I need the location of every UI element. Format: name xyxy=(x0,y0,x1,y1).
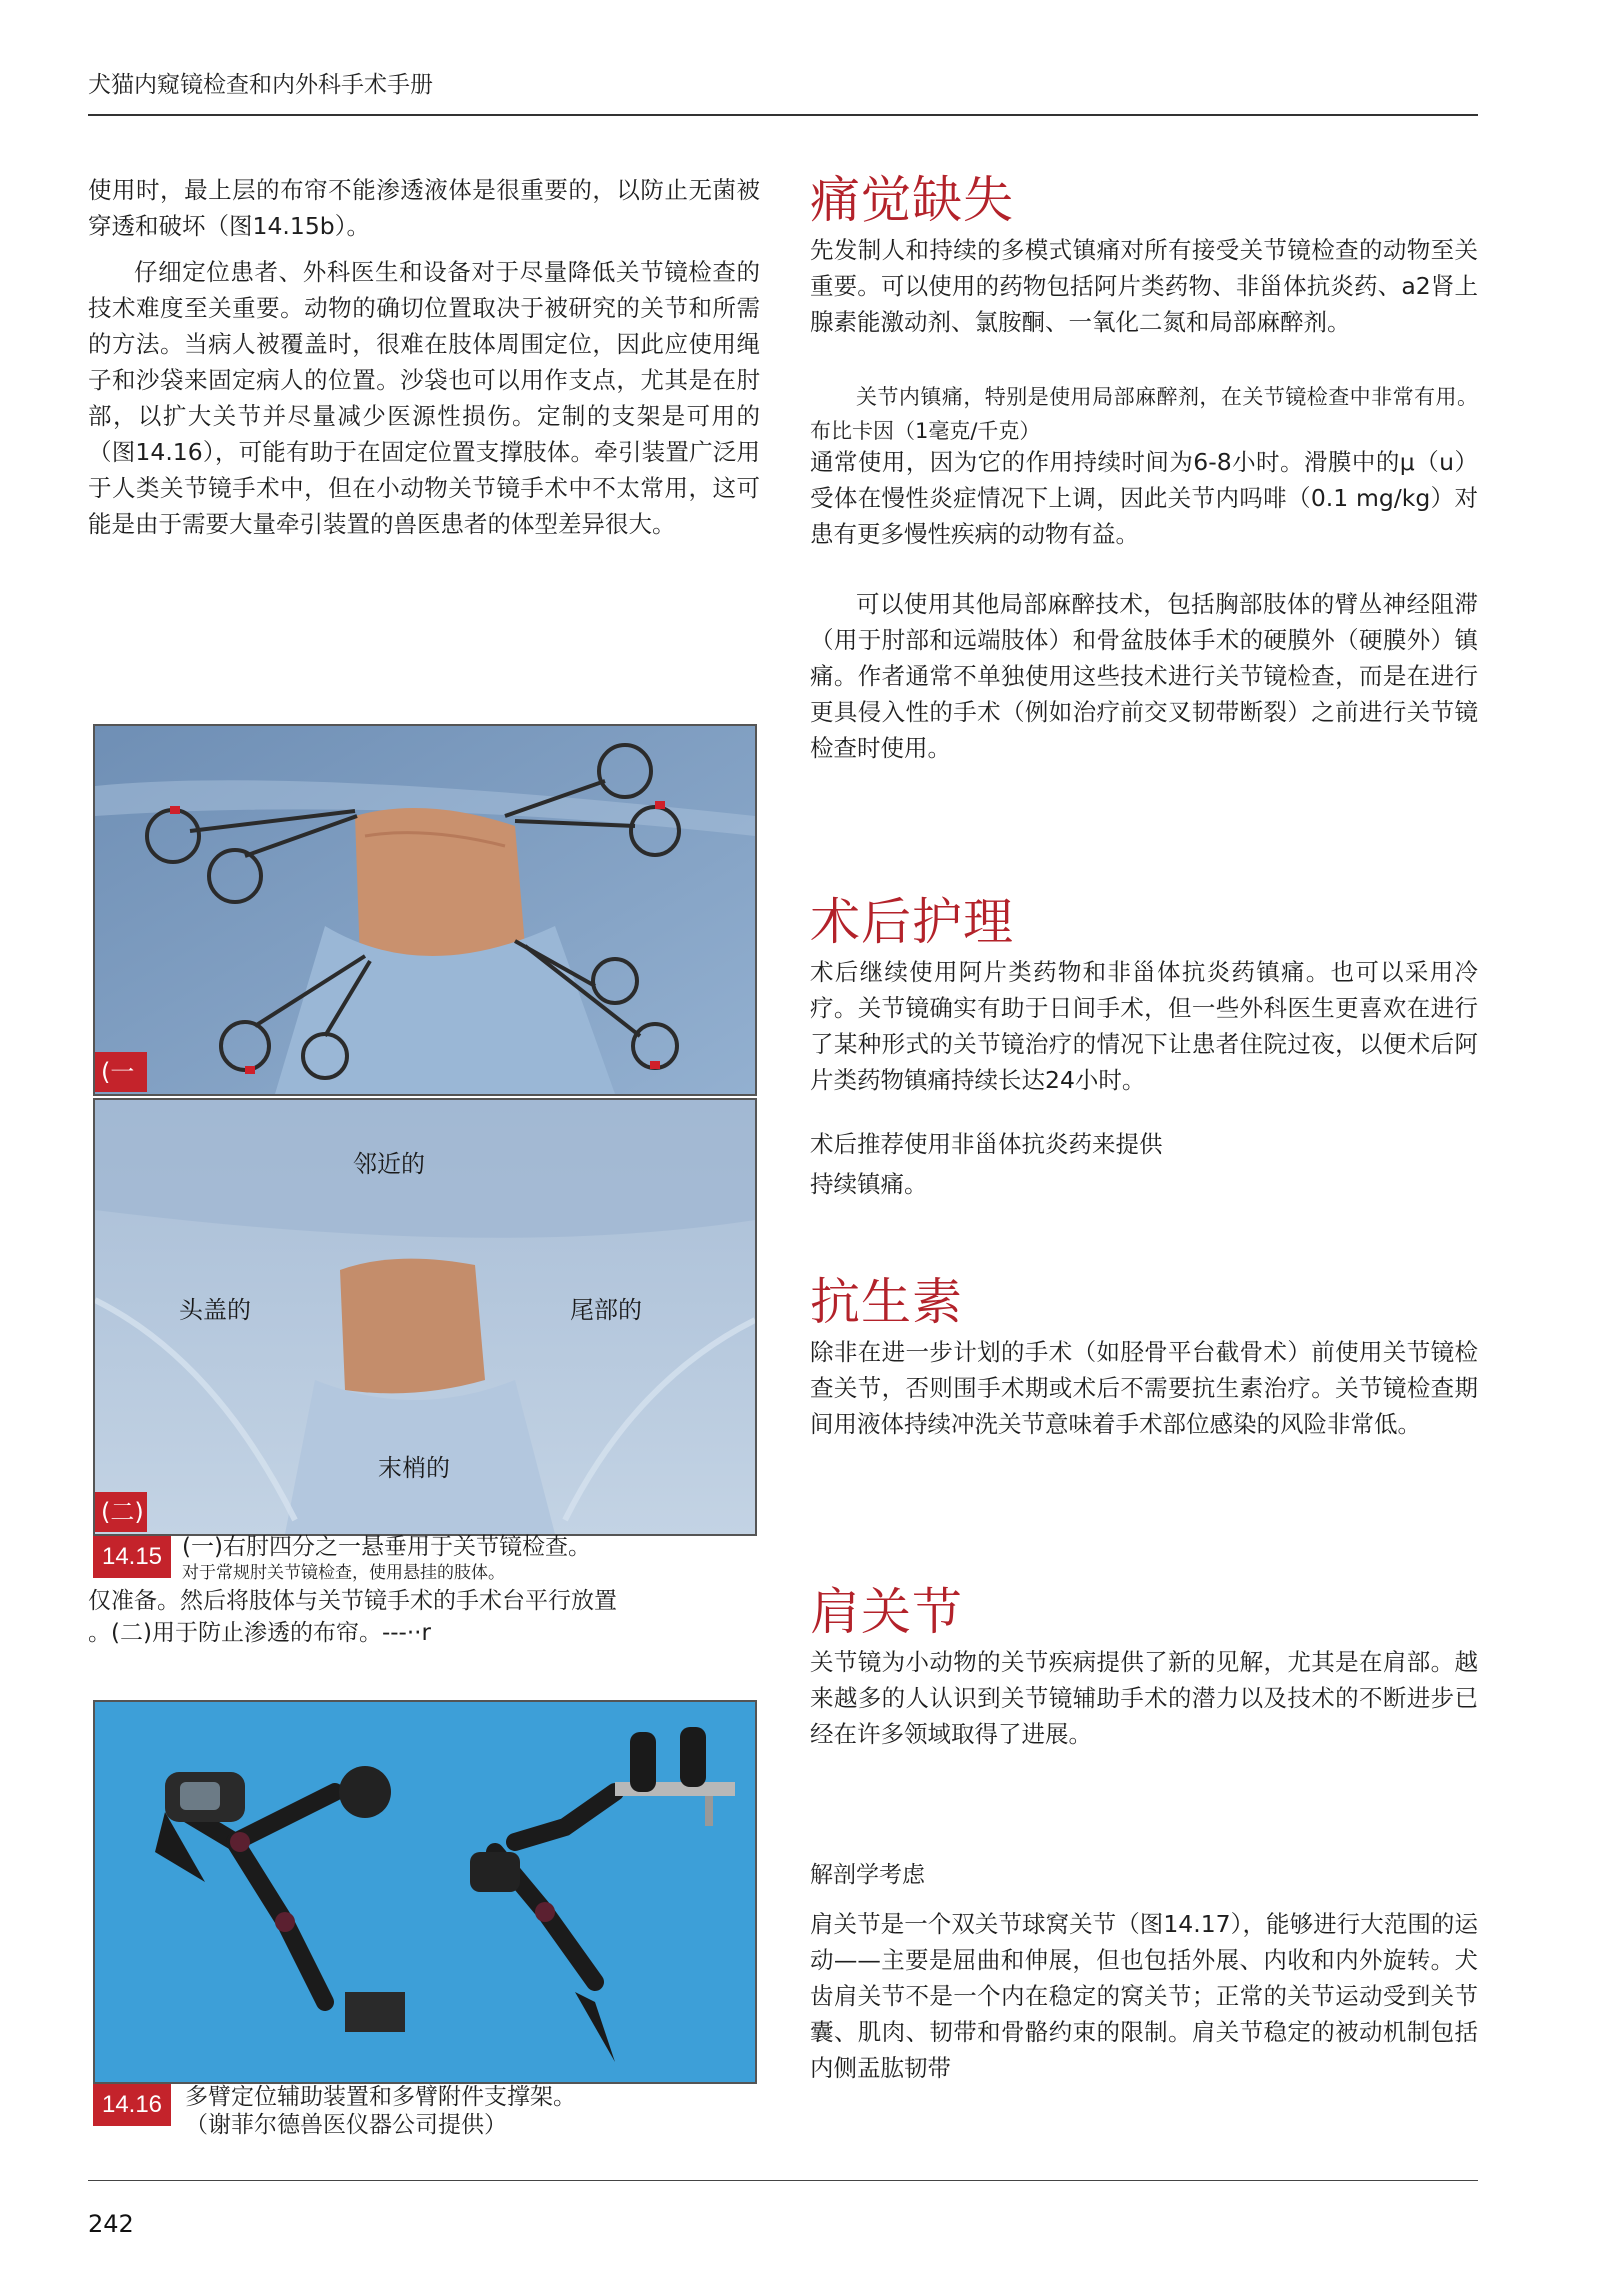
heading-shoulder: 肩关节 xyxy=(810,1583,963,1641)
pain-paragraph-1: 先发制人和持续的多模式镇痛对所有接受关节镜检查的动物至关重要。可以使用的药物包括阿片类药物、非甾体抗炎药、a2肾上腺素能激动剂、氯胺酮、一氧化二氮和局部麻醉剂。 xyxy=(810,236,1478,336)
fig14-16-caption-line1: 多臂定位辅助装置和多臂附件支撑架。 xyxy=(185,2084,576,2110)
figure-14-16-photo xyxy=(93,1700,757,2084)
label-caudal: 尾部的 xyxy=(570,1296,642,1324)
fig14-16-caption-line2: （谢菲尔德兽医仪器公司提供） xyxy=(185,2112,507,2138)
fig14-15-caption-line2: 仅准备。然后将肢体与关节镜手术的手术台平行放置 xyxy=(88,1588,617,1614)
page-number: 242 xyxy=(88,2210,134,2238)
label-cranial: 头盖的 xyxy=(179,1296,251,1324)
postop-paragraph-2-line2: 持续镇痛。 xyxy=(810,1170,928,1198)
fig14-15-caption-line3: 。(二)用于防止渗透的布帘。---··r xyxy=(88,1620,431,1646)
postop-paragraph-2-line1: 术后推荐使用非甾体抗炎药来提供 xyxy=(810,1130,1163,1158)
pain-paragraph-3: 可以使用其他局部麻醉技术，包括胸部肢体的臂丛神经阻滞（用于肘部和远端肢体）和骨盆肢体手术的硬膜外（硬膜外）镇痛。作者通常不单独使用这些技术进行关节镜检查，而是在进行更具侵入性的手术（例如治疗前交叉韧带断裂）之前进行关节镜检查时使用。 xyxy=(810,590,1478,762)
figure-14-15b-photo xyxy=(93,1098,757,1536)
heading-antibiotics: 抗生素 xyxy=(810,1273,963,1331)
label-proximal: 邻近的 xyxy=(353,1150,425,1178)
shoulder-paragraph-2: 肩关节是一个双关节球窝关节（图14.17），能够进行大范围的运动——主要是屈曲和伸展，但也包括外展、内收和内外旋转。犬齿肩关节不是一个内在稳定的窝关节；正常的关节运动受到关节囊、肌肉、韧带和骨骼约束的限制。肩关节稳定的被动机制包括内侧盂肱韧带 xyxy=(810,1910,1478,2082)
shoulder-paragraph-1: 关节镜为小动物的关节疾病提供了新的见解，尤其是在肩部。越来越多的人认识到关节镜辅助手术的潜力以及技术的不断进步已经在许多领域取得了进展。 xyxy=(810,1648,1478,1748)
fig14-15-caption-line1: (一)右肘四分之一悬垂用于关节镜检查。 xyxy=(182,1534,591,1560)
positioning-device-photo xyxy=(95,1702,755,2082)
subheading-anatomy: 解剖学考虑 xyxy=(810,1862,925,1888)
header-rule xyxy=(88,114,1478,116)
label-distal: 末梢的 xyxy=(378,1454,450,1482)
panel-b-label: (二) xyxy=(95,1492,147,1532)
panel-a-label: (一 xyxy=(95,1052,147,1092)
left-paragraph-1: 使用时，最上层的布帘不能渗透液体是很重要的，以防止无菌被穿透和破坏（图14.15b）。 xyxy=(88,176,760,240)
figure-14-16-badge: 14.16 xyxy=(93,2084,171,2126)
figure-14-15-badge: 14.15 xyxy=(93,1536,171,1578)
antibiotics-paragraph: 除非在进一步计划的手术（如胫骨平台截骨术）前使用关节镜检查关节，否则围手术期或术后不需要抗生素治疗。关节镜检查期间用液体持续冲洗关节意味着手术部位感染的风险非常低。 xyxy=(810,1338,1478,1438)
pain-paragraph-2-rest: 通常使用，因为它的作用持续时间为6-8小时。滑膜中的μ（u）受体在慢性炎症情况下上调，因此关节内吗啡（0.1 mg/kg）对患有更多慢性疾病的动物有益。 xyxy=(810,448,1478,548)
drape-photo-a xyxy=(95,726,755,1094)
fig14-15-caption-small: 对于常规肘关节镜检查，使用悬挂的肢体。 xyxy=(182,1563,505,1583)
heading-analgesia: 痛觉缺失 xyxy=(810,171,1014,229)
figure-14-15a-photo xyxy=(93,724,757,1096)
running-header: 犬猫内窥镜检查和内外科手术手册 xyxy=(88,72,433,98)
heading-postoperative-care: 术后护理 xyxy=(810,893,1014,951)
postop-paragraph-1: 术后继续使用阿片类药物和非甾体抗炎药镇痛。也可以采用冷疗。关节镜确实有助于日间手术，但一些外科医生更喜欢在进行了某种形式的关节镜治疗的情况下让患者住院过夜，以便术后阿片类药物镇痛持续长达24小时。 xyxy=(810,958,1478,1094)
left-paragraph-2: 仔细定位患者、外科医生和设备对于尽量降低关节镜检查的技术难度至关重要。动物的确切位置取决于被研究的关节和所需的方法。当病人被覆盖时，很难在肢体周围定位，因此应使用绳子和沙袋来固定病人的位置。沙袋也可以用作支点，尤其是在肘部，以扩大关节并尽量减少医源性损伤。定制的支架是可用的（图14.16），可能有助于在固定位置支撑肢体。牵引装置广泛用于人类关节镜手术中，但在小动物关节镜手术中不太常用，这可能是由于需要大量牵引装置的兽医患者的体型差异很大。 xyxy=(88,258,760,538)
pain-paragraph-2-lead: 关节内镇痛，特别是使用局部麻醉剂，在关节镜检查中非常有用。布比卡因（1毫克/千克） xyxy=(810,385,1478,443)
footer-rule xyxy=(88,2180,1478,2181)
